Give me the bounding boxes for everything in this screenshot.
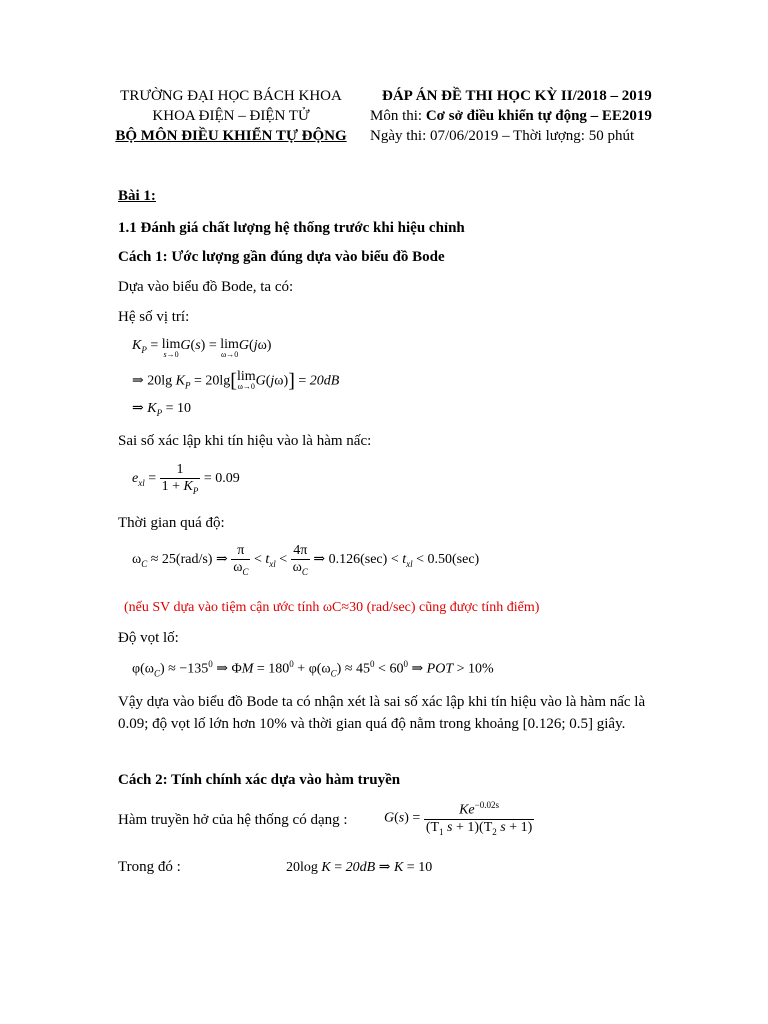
equation-k: 20log K = 20dB ⇒ K = 10 [286,860,433,875]
paragraph-where: Trong đó : [118,859,181,875]
paragraph-txl: Thời gian quá độ: [118,515,225,531]
equation-exl: $e_{xl}$ = $\frac{1}{1 + K_P}$ = 0.09 [132,462,240,496]
paragraph-pot: Độ vọt lố: [118,630,179,646]
subject-line [370,106,652,126]
equation-pot: $\varphi(\omega_C) \approx -135^0$ ⇒ $\Phi M = 180^0 + \varphi(\omega_C) \approx 45^0 < 60^0$ ⇒ POT > 10% [132,659,494,679]
exam-date-line: Ngày thi: 07/06/2019 – Thời lượng: 50 phút [370,128,635,144]
equation-kp-db: ⇒ 20lg $K_P = 20\lg[\lim$ ω→0 G(jω)] = 20dB [132,369,340,392]
paragraph-transfer-function: Hàm truyền hở của hệ thống có dạng : [118,812,348,828]
red-note: (nếu SV dựa vào tiệm cận ước tính ωC≈30 (rad/sec) cũng được tính điểm) [124,600,540,615]
pm-45: 45 [356,661,371,677]
kp-db-value: 20dB [309,373,340,389]
university-name: TRƯỜNG ĐẠI HỌC BÁCH KHOA [120,88,342,104]
pot-value: 10% [468,661,494,677]
header-right [370,86,652,146]
method-1-heading: Cách 1: Ước lượng gần đúng dựa vào biểu đồ Bode [118,249,445,265]
problem-heading: Bài 1: [118,188,156,204]
txl-min: 0.126(sec) [328,552,388,568]
paragraph-bode: Dựa vào biểu đồ Bode, ta có: [118,279,294,295]
method-2-heading: Cách 2: Tính chính xác dựa vào hàm truyền [118,772,401,788]
pm-60: 60 [389,661,404,677]
paragraph-kp: Hệ số vị trí: [118,309,190,325]
conclusion-line-1: Vậy dựa vào biểu đồ Bode ta có nhận xét là sai số xác lập khi tín hiệu vào là hàm nấc là [118,694,646,710]
pm-180: 180 [268,661,290,677]
exl-value: 0.09 [215,471,240,487]
wc-value: 25(rad/s) [161,552,213,568]
delay-exponent: −0.02s [474,800,499,810]
subject-value: Cơ sở điều khiển tự động – EE2019 [425,108,652,124]
paragraph-exl: Sai số xác lập khi tín hiệu vào là hàm nấc: [118,433,372,449]
conclusion-line-2: 0.09; độ vọt lố lớn hơn 10% và thời gian quá độ nằm trong khoảng [0.126; 0.5] giây. [118,716,626,732]
department-name: BỘ MÔN ĐIỀU KHIỂN TỰ ĐỘNG [115,128,347,144]
equation-transfer-function: G(s) = $\frac{Ke^{-0.02s}}{(T_1 s + 1)(T_2 s + 1)}$ [384,800,533,837]
equation-kp-value: ⇒ $K_P = 10$ [132,401,191,418]
equation-txl: $\omega_C \approx 25(rad/s)$ ⇒ $\frac{\pi}{\omega_C}$ < $t_{xl}$ < $\frac{4\pi}{\omega_C}$ ⇒ $0.126(\sec) < t_{xl} < 0.50(\sec)$ [132,543,480,577]
faculty-name: KHOA ĐIỆN – ĐIỆN TỬ [152,108,310,124]
kp-value: 10 [176,401,191,416]
phase-value: −135 [179,661,209,677]
header-left [108,86,354,146]
exam-title: ĐÁP ÁN ĐỀ THI HỌC KỲ II/2018 – 2019 [382,88,652,104]
k-value: 10 [418,860,433,875]
txl-max: 0.50(sec) [427,552,480,568]
equation-kp-limit: $K_P = \lim$ s→0 G(s) = lim ω→0 G(jω) [132,337,272,359]
section-heading-1-1: 1.1 Đánh giá chất lượng hệ thống trước khi hiệu chỉnh [118,220,465,236]
k-db: 20dB [345,860,376,875]
subject-label: Môn thi: [370,108,426,124]
